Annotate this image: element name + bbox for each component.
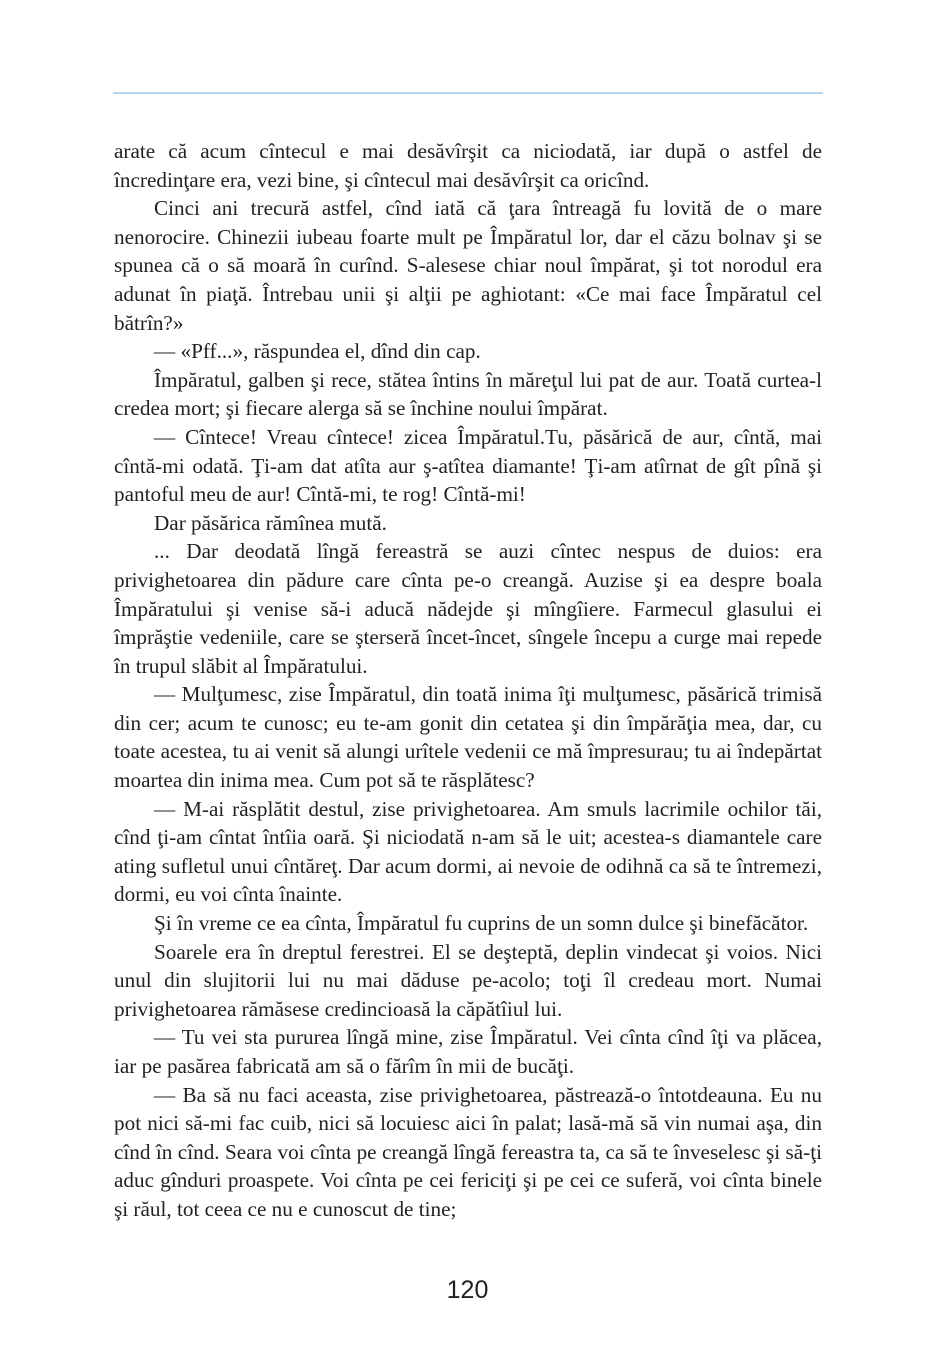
paragraph-dialogue: — Tu vei sta pururea lîngă mine, zise Împăratul. Vei cînta cînd îţi va plăcea, iar pe pasărea fabricată am să o fărîm în mii de bucăţi.	[114, 1025, 822, 1078]
paragraph-dialogue: — Ba să nu faci aceasta, zise privighetoarea, păstrează-o întotdeauna. Eu nu pot nici să-mi fac cuib, nici să locuiesc aici în palat; lasă-mă să vin numai aşa, din cînd în cînd. Seara voi cînta pe creangă lîngă fereastra ta, ca să te înveselesc şi să-ţi aduc gînduri proaspete. Voi cînta pe cei fericiţi şi pe cei ce suferă, voi cînta binele şi răul, tot ceea ce nu e cunoscut de tine;	[114, 1082, 822, 1221]
paragraph: Dar păsărica rămînea mută.	[154, 510, 387, 535]
paragraph-dialogue: — «Pff...», răspundea el, dînd din cap.	[154, 339, 481, 364]
paragraph: Şi în vreme ce ea cînta, Împăratul fu cuprins de un somn dulce şi binefăcător.	[154, 911, 809, 936]
paragraph: Soarele era în dreptul ferestrei. El se deşteptă, deplin vindecat şi voios. Nici unul din slujitorii lui nu mai dăduse pe-acolo; toţi îl credeau mort. Numai privighetoarea rămăsese credincioasă la căpătîiul lui.	[114, 939, 822, 1021]
paragraph: Cinci ani trecură astfel, cînd iată că ţara întreagă fu lovită de o mare nenorocire. Chinezii iubeau foarte mult pe Împăratul lor, dar el căzu bolnav şi se spunea că o să moară în curînd. S-alesese chiar noul împărat, şi tot norodul era adunat în piaţă. Întrebau unii şi alţii pe aghiotant: «Ce mai face Împăratul cel bătrîn?»	[114, 196, 822, 335]
paragraph: ... Dar deodată lîngă fereastră se auzi cîntec nespus de duios: era privighetoarea din pădure care cînta pe-o creangă. Auzise şi ea despre boala Împăratului şi venise să-i aducă nădejde şi mîngîiere. Farmecul glasului ei împrăştie vedeniile, care se şterseră încet-încet, sîngele începu a curge mai repede în trupul slăbit al Împăratului.	[114, 539, 822, 678]
paragraph-dialogue: — M-ai răsplătit destul, zise privighetoarea. Am smuls lacrimile ochilor tăi, cînd ţi-am cîntat întîia oară. Şi niciodată n-am să le uit; acestea-s diamantele care ating sufletul unui cîntăreţ. Dar acum dormi, ai nevoie de odihnă ca să te întremezi, dormi, eu voi cînta înainte.	[114, 796, 822, 907]
header-rule	[113, 92, 823, 94]
paragraph: Împăratul, galben şi rece, stătea întins în măreţul lui pat de aur. Toată curtea-l credea mort; şi fiecare alerga să se închine noului împărat.	[114, 367, 822, 421]
paragraph-continuation: arate că acum cîntecul e mai desăvîrşit ca niciodată, iar după o astfel de încredinţare era, vezi bine, şi cîntecul mai desăvîrşit ca oricînd.	[114, 139, 822, 192]
body-text	[114, 137, 822, 1224]
paragraph-dialogue: — Cîntece! Vreau cîntece! zicea Împăratul.Tu, păsărică de aur, cîntă, mai cîntă-mi odată. Ţi-am dat atîta aur ş-atîtea diamante! Ţi-am atîrnat de gît pînă şi pantoful meu de aur! Cîntă-mi, te rog! Cîntă-mi!	[114, 424, 822, 507]
paragraph-dialogue: — Mulţumesc, zise Împăratul, din toată inima îţi mulţumesc, păsărică trimisă din cer; acum te cunosc; eu te-am gonit din cetatea şi din împărăţia mea, dar, cu toate acestea, tu ai venit să alungi urîtele vedenii ce mă împresurau; tu ai îndepărtat moartea din inima mea. Cum pot să te răsplătesc?	[114, 682, 822, 793]
page-number: 120	[446, 1276, 489, 1304]
